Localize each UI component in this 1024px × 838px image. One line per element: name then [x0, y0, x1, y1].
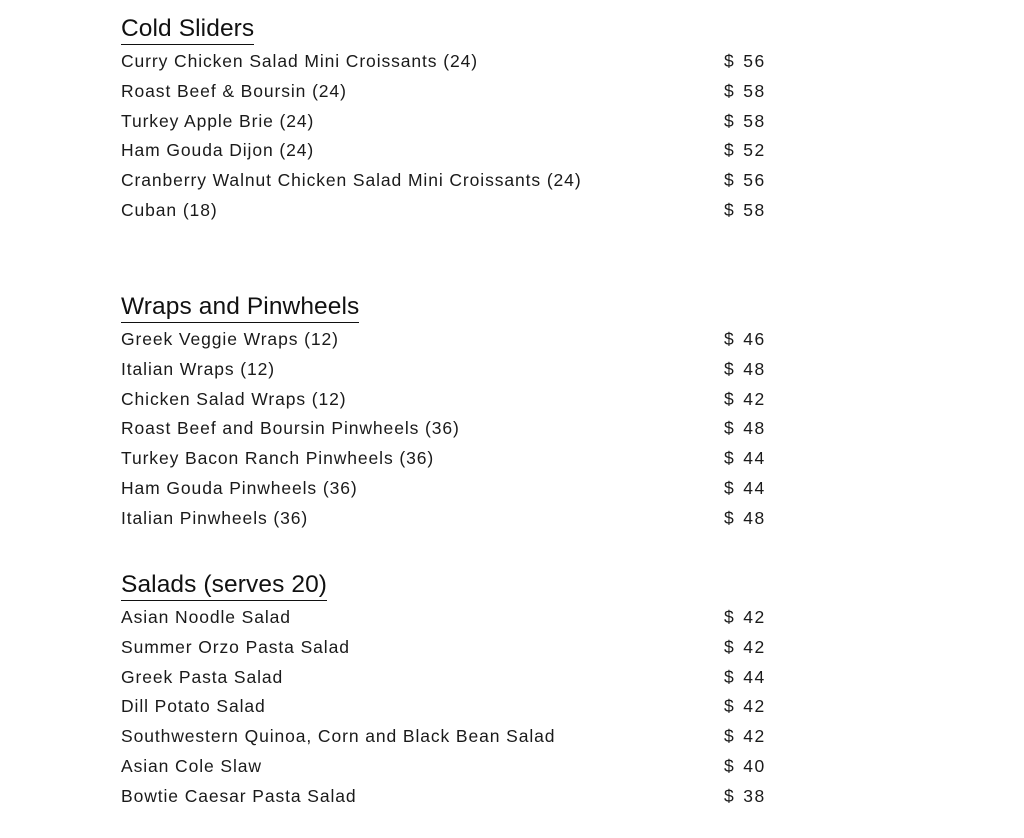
item-price [724, 385, 766, 415]
item-name: Cuban (18) [121, 199, 218, 220]
currency-symbol: $ [724, 666, 736, 687]
menu-item [121, 603, 781, 633]
menu-item-list [121, 325, 781, 534]
item-price [724, 47, 766, 77]
item-name: Ham Gouda Pinwheels (36) [121, 477, 358, 498]
menu-item [121, 136, 781, 166]
price-value: 42 [743, 696, 766, 717]
item-name: Greek Pasta Salad [121, 666, 284, 687]
menu-item-list [121, 603, 781, 812]
price-value: 48 [743, 507, 766, 528]
currency-symbol: $ [724, 51, 736, 71]
menu-item [121, 385, 781, 415]
price-value: 48 [743, 418, 766, 439]
menu-item [121, 633, 781, 663]
price-value: 42 [743, 636, 766, 657]
item-price [724, 136, 766, 166]
currency-symbol: $ [724, 388, 736, 409]
menu-item [121, 444, 781, 474]
item-price [724, 782, 766, 812]
currency-symbol: $ [724, 329, 736, 349]
menu-item [121, 504, 781, 534]
item-price [724, 752, 766, 782]
currency-symbol: $ [724, 726, 736, 747]
item-name: Southwestern Quinoa, Corn and Black Bean Salad [121, 726, 556, 747]
currency-symbol: $ [724, 755, 736, 776]
menu-item [121, 47, 781, 77]
section-title: Salads (serves 20) [121, 570, 327, 601]
price-value: 40 [743, 755, 766, 776]
menu-item [121, 107, 781, 137]
item-price [724, 444, 766, 474]
item-price [724, 414, 766, 444]
currency-symbol: $ [724, 358, 736, 379]
price-value: 58 [743, 80, 766, 101]
currency-symbol: $ [724, 607, 736, 627]
price-value: 38 [743, 785, 766, 806]
item-price [724, 196, 766, 226]
price-value: 56 [743, 170, 766, 191]
item-price [724, 663, 766, 693]
item-price [724, 692, 766, 722]
currency-symbol: $ [724, 785, 736, 806]
currency-symbol: $ [724, 80, 736, 101]
section-title: Cold Sliders [121, 14, 254, 45]
item-name: Ham Gouda Dijon (24) [121, 140, 315, 161]
menu-item [121, 663, 781, 693]
currency-symbol: $ [724, 110, 736, 131]
item-name: Dill Potato Salad [121, 696, 266, 717]
section-cold-sliders [121, 14, 781, 226]
item-price [724, 166, 766, 196]
item-name: Chicken Salad Wraps (12) [121, 388, 347, 409]
item-price [724, 633, 766, 663]
menu-item [121, 474, 781, 504]
item-name: Italian Wraps (12) [121, 358, 275, 379]
item-name: Curry Chicken Salad Mini Croissants (24) [121, 51, 478, 71]
item-name: Roast Beef and Boursin Pinwheels (36) [121, 418, 460, 439]
menu-item [121, 325, 781, 355]
price-value: 46 [743, 329, 766, 349]
item-price [724, 474, 766, 504]
menu-item [121, 722, 781, 752]
item-price [724, 722, 766, 752]
price-value: 58 [743, 110, 766, 131]
item-name: Bowtie Caesar Pasta Salad [121, 785, 357, 806]
menu-item [121, 692, 781, 722]
menu-item [121, 414, 781, 444]
item-name: Summer Orzo Pasta Salad [121, 636, 350, 657]
item-price [724, 504, 766, 534]
price-value: 56 [743, 51, 766, 71]
item-price [724, 355, 766, 385]
menu-item [121, 166, 781, 196]
item-price [724, 603, 766, 633]
item-name: Turkey Apple Brie (24) [121, 110, 315, 131]
price-value: 58 [743, 199, 766, 220]
item-name: Cranberry Walnut Chicken Salad Mini Croissants (24) [121, 170, 582, 191]
price-value: 44 [743, 477, 766, 498]
section-title: Wraps and Pinwheels [121, 292, 359, 323]
menu-item [121, 752, 781, 782]
item-price [724, 325, 766, 355]
currency-symbol: $ [724, 696, 736, 717]
item-name: Asian Noodle Salad [121, 607, 291, 627]
item-name: Asian Cole Slaw [121, 755, 262, 776]
item-name: Turkey Bacon Ranch Pinwheels (36) [121, 448, 435, 469]
menu-item [121, 77, 781, 107]
menu-item-list [121, 47, 781, 226]
price-value: 42 [743, 607, 766, 627]
currency-symbol: $ [724, 477, 736, 498]
item-name: Italian Pinwheels (36) [121, 507, 309, 528]
menu-item [121, 196, 781, 226]
currency-symbol: $ [724, 418, 736, 439]
price-value: 44 [743, 666, 766, 687]
currency-symbol: $ [724, 448, 736, 469]
item-name: Roast Beef & Boursin (24) [121, 80, 347, 101]
item-name: Greek Veggie Wraps (12) [121, 329, 339, 349]
price-value: 44 [743, 448, 766, 469]
currency-symbol: $ [724, 170, 736, 191]
menu-item [121, 782, 781, 812]
menu-item [121, 355, 781, 385]
currency-symbol: $ [724, 636, 736, 657]
currency-symbol: $ [724, 140, 736, 161]
item-price [724, 107, 766, 137]
price-value: 42 [743, 388, 766, 409]
section-salads [121, 570, 781, 812]
currency-symbol: $ [724, 507, 736, 528]
currency-symbol: $ [724, 199, 736, 220]
price-value: 52 [743, 140, 766, 161]
section-wraps-and-pinwheels [121, 292, 781, 534]
price-value: 42 [743, 726, 766, 747]
item-price [724, 77, 766, 107]
price-value: 48 [743, 358, 766, 379]
